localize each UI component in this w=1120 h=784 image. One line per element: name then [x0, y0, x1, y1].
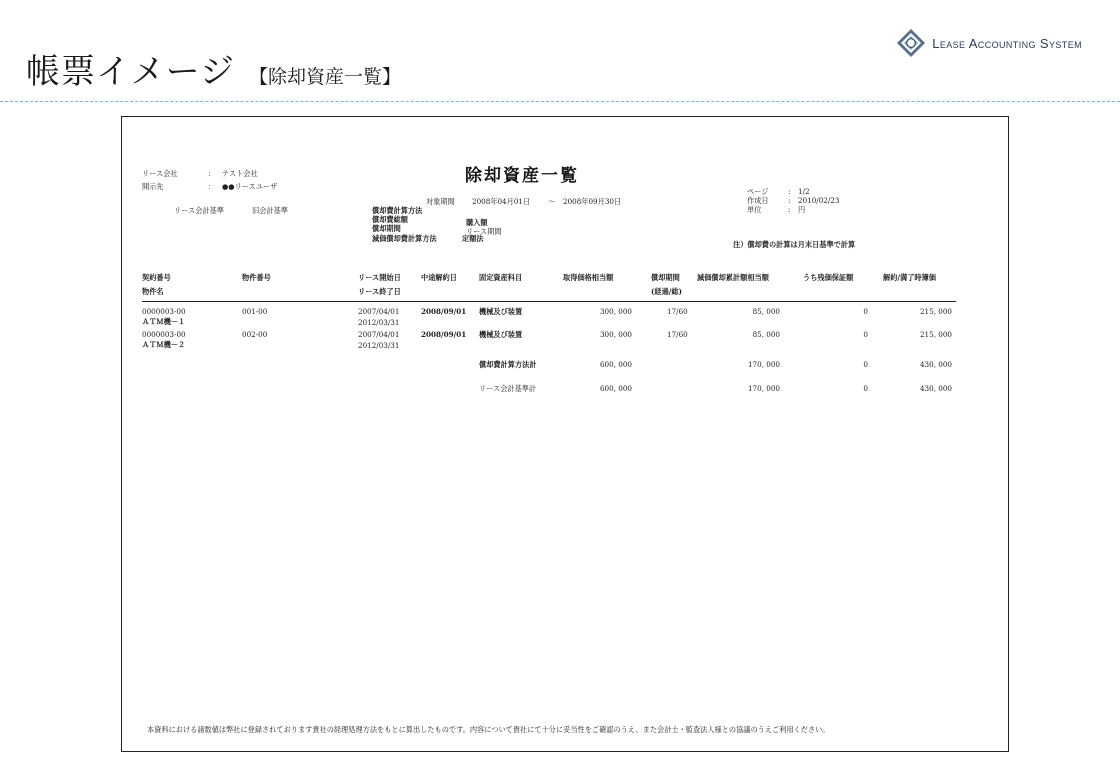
row-lease-start: 2007/04/01 — [358, 307, 400, 316]
report-sheet — [121, 116, 1009, 752]
dep-period-label: 償却期間 — [372, 224, 401, 233]
brand-name: Lease Accounting System — [932, 35, 1082, 51]
col-accum-dep: 減価償却累計額相当額 — [697, 273, 769, 282]
row-residual: 0 — [863, 307, 868, 316]
page-colon: : — [788, 187, 791, 196]
report-footer-note: 本資料における諸数値は弊社に登録されております貴社の経理処理方法をもとに算出したものです。内容について貴社にて十分に妥当性をご確認のうえ、また会計士・監査法人様との協議のうえご利用ください。 — [147, 725, 830, 734]
row-acq-price: 300, 000 — [599, 307, 632, 316]
slide-title — [26, 44, 401, 93]
col-item-no: 物件番号 — [242, 273, 271, 282]
unit-label: 単位 — [747, 205, 762, 214]
col-lease-start: リース開始日 — [358, 273, 401, 282]
subtotal-label: リース会計基準計 — [479, 384, 537, 393]
row-acq-price: 300, 000 — [599, 330, 632, 339]
standard-value: 旧会計基準 — [252, 206, 288, 215]
calc-note: 注）償却費の計算は月末日基準で計算 — [733, 240, 856, 249]
row-cancel-date: 2008/09/01 — [421, 307, 467, 316]
row-book-value: 215, 000 — [919, 330, 952, 339]
lessor-label: リース会社 — [142, 169, 178, 178]
dep-total-label: 償却費総額 — [372, 215, 408, 224]
col-acq-price: 取得価格相当額 — [563, 273, 614, 282]
row-item-name: ＡＴＭ機－１ — [142, 317, 186, 326]
dep-method-label: 償却費計算方法 — [372, 206, 423, 215]
row-lease-end: 2012/03/31 — [358, 318, 400, 327]
disclosure-label: 開示先 — [142, 182, 164, 191]
row-asset-class: 機械及び装置 — [479, 307, 523, 316]
subtotal-residual: 0 — [863, 384, 868, 393]
subtotal-residual: 0 — [863, 360, 868, 369]
row-accum-dep: 85, 000 — [752, 307, 780, 316]
table-header-rule — [142, 301, 956, 302]
row-contract-no: 0000003-00 — [142, 307, 186, 316]
impair-value: 定額法 — [462, 234, 484, 243]
lessor-value: テスト会社 — [222, 169, 258, 178]
row-asset-class: 機械及び装置 — [479, 330, 523, 339]
created-value: 2010/02/23 — [798, 196, 840, 205]
row-dep-period: 17/60 — [667, 307, 688, 316]
col-contract-no: 契約番号 — [142, 273, 171, 282]
slide-subtitle: 【除却資産一覧】 — [248, 66, 401, 88]
page-label: ページ — [747, 187, 769, 196]
row-lease-end: 2012/03/31 — [358, 341, 400, 350]
subtotal-acq-price: 600, 000 — [599, 384, 632, 393]
unit-value: 円 — [798, 205, 806, 214]
disclosure-value: ●●リースユーザ — [222, 182, 278, 191]
dep-total-value: 購入額 — [466, 218, 488, 227]
col-book-value: 解約/満了時簿価 — [883, 273, 936, 282]
col-residual: うち残価保証額 — [803, 273, 854, 282]
period-tilde: ～ — [548, 197, 556, 206]
col-dep-period: 償却期間 — [651, 273, 680, 282]
col-asset-class: 固定資産科目 — [479, 273, 523, 282]
subtotal-accum-dep: 170, 000 — [747, 384, 780, 393]
subtotal-acq-price: 600, 000 — [599, 360, 632, 369]
brand — [896, 26, 1082, 60]
row-residual: 0 — [863, 330, 868, 339]
row-item-no: 001-00 — [242, 307, 268, 316]
lessor-colon: ： — [208, 169, 216, 178]
subtotal-accum-dep: 170, 000 — [747, 360, 780, 369]
row-contract-no: 0000003-00 — [142, 330, 186, 339]
col-dep-period-sub: (経過/総) — [651, 287, 682, 296]
disclosure-colon: ： — [208, 182, 216, 191]
brand-logo-icon — [896, 28, 926, 58]
slide-title-main: 帳票イメージ — [26, 52, 235, 92]
dep-period-value: リース期間 — [466, 227, 502, 236]
unit-colon: : — [788, 205, 791, 214]
period-label: 対象期間 — [426, 197, 455, 206]
col-lease-end: リース終了日 — [358, 287, 401, 296]
impair-label: 減価償却費計算方法 — [372, 234, 437, 243]
row-accum-dep: 85, 000 — [752, 330, 780, 339]
created-colon: : — [788, 196, 791, 205]
row-book-value: 215, 000 — [919, 307, 952, 316]
period-to: 2008年09月30日 — [563, 197, 622, 206]
col-cancel-date: 中途解約日 — [421, 273, 457, 282]
subtotal-label: 償却費計算方法計 — [479, 360, 537, 369]
page-value: 1/2 — [798, 187, 810, 196]
row-dep-period: 17/60 — [667, 330, 688, 339]
row-item-name: ＡＴＭ機－２ — [142, 340, 186, 349]
header-divider — [0, 101, 1120, 102]
subtotal-book-value: 430, 000 — [919, 360, 952, 369]
subtotal-book-value: 430, 000 — [919, 384, 952, 393]
row-cancel-date: 2008/09/01 — [421, 330, 467, 339]
period-from: 2008年04月01日 — [472, 197, 531, 206]
col-item-name: 物件名 — [142, 287, 164, 296]
row-lease-start: 2007/04/01 — [358, 330, 400, 339]
report-title: 除却資産一覧 — [465, 166, 579, 186]
standard-label: リース会計基準 — [174, 206, 224, 215]
created-label: 作成日 — [747, 196, 769, 205]
row-item-no: 002-00 — [242, 330, 268, 339]
